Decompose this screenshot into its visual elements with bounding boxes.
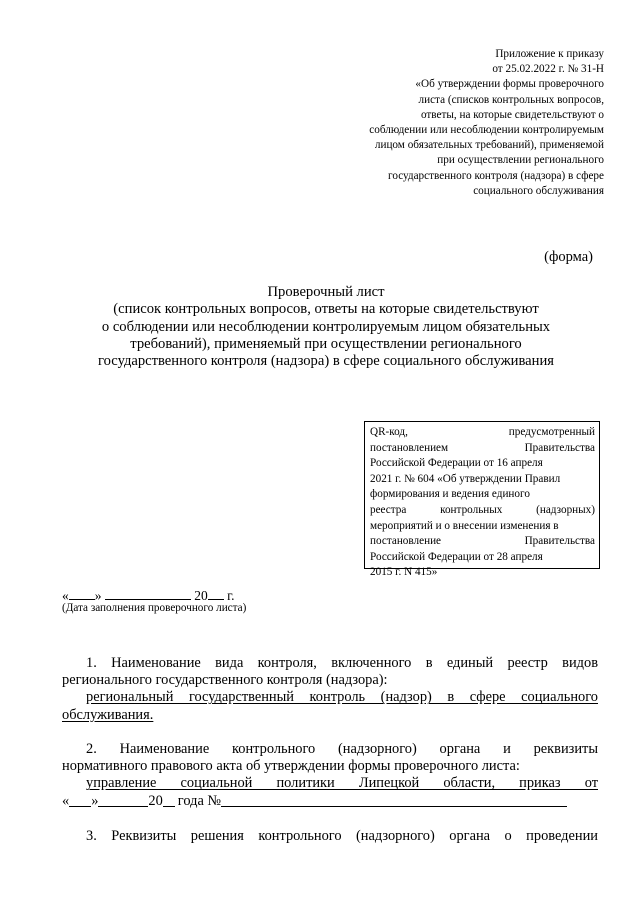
day-blank[interactable] [69, 586, 95, 600]
item-answer-line [62, 689, 598, 706]
qr-code-box [364, 421, 600, 579]
qr-text-line [370, 456, 595, 472]
appendix-line: при осуществлении регионального [437, 154, 604, 167]
quote-close: » [91, 792, 99, 809]
item-answer-line [62, 775, 598, 792]
item-text: 2. Наименование контрольного (надзорного) органа и реквизиты [86, 741, 598, 757]
item-text-line [62, 741, 598, 758]
qr-text-line [370, 519, 595, 535]
quote-open: « [62, 792, 70, 809]
appendix-line: Приложение к приказу [495, 48, 604, 60]
day-blank[interactable] [69, 793, 91, 807]
year-prefix: 20 [194, 588, 208, 603]
item-text: 1. Наименование вида контроля, включенного в единый реестр видов [86, 655, 598, 671]
item-answer: управление социальной политики Липецкой области, приказ от [86, 775, 598, 792]
qr-text-line [370, 565, 595, 581]
qr-word: 2021 г. № 604 «Об утверждении Правил [370, 472, 561, 485]
fill-date-caption: (Дата заполнения проверочного листа) [62, 602, 247, 614]
item-text-line [62, 828, 598, 845]
item-text-line [62, 655, 598, 672]
qr-text-line [370, 534, 595, 550]
item-3 [62, 828, 598, 845]
qr-word: постановлением [370, 441, 449, 454]
title-line: требований), применяемый при осуществлении регионального [130, 335, 522, 352]
qr-word: Российской Федерации от 16 апреля [370, 457, 543, 470]
qr-word: Российской Федерации от 28 апреля [370, 550, 543, 563]
qr-word: (надзорных) [536, 503, 595, 516]
title-line: о соблюдении или несоблюдении контролируемым лицом обязательных [101, 318, 551, 335]
qr-word: предусмотренный [508, 426, 595, 438]
qr-word: QR-код, [370, 426, 408, 438]
appendix-line: листа (списков контрольных вопросов, [418, 93, 604, 106]
qr-text-line [370, 425, 595, 441]
qr-word: контрольных [440, 503, 503, 516]
item-1 [62, 655, 598, 724]
qr-word: постановление [370, 535, 442, 548]
item-text: регионального государственного контроля (надзора): [62, 672, 388, 689]
month-blank[interactable] [105, 586, 191, 600]
item-answer: региональный государственный контроль (надзор) в сфере социального [86, 689, 598, 706]
qr-text-line [370, 550, 595, 566]
qr-word: формирования и ведения единого [370, 488, 530, 501]
year-blank[interactable] [208, 586, 224, 600]
qr-text-line [370, 487, 595, 503]
appendix-line: ответы, на которые свидетельствуют о [420, 108, 604, 121]
qr-word: реестра [370, 503, 407, 516]
appendix-line: социального обслуживания [473, 184, 604, 197]
month-blank[interactable] [98, 793, 148, 807]
appendix-line: от 25.02.2022 г. № 31-Н [492, 63, 604, 76]
qr-word: 2015 г. N 415» [370, 566, 438, 579]
item-answer-line [62, 707, 598, 724]
appendix-line: государственного контроля (надзора) в сфере [388, 169, 604, 182]
number-blank[interactable] [221, 793, 567, 807]
appendix-line: соблюдении или несоблюдении контролируемым [369, 124, 604, 137]
year-prefix: 20 [148, 792, 163, 809]
title-line: государственного контроля (надзора) в сфере социального обслуживания [98, 353, 554, 370]
god-label: года № [177, 792, 222, 809]
item-answer: обслуживания. [62, 706, 154, 723]
year-suffix: г. [227, 588, 235, 603]
quote-open: « [62, 588, 69, 603]
item-2 [62, 741, 598, 810]
qr-text-line [370, 472, 595, 488]
title-line: Проверочный лист [267, 284, 385, 300]
year-blank[interactable] [163, 793, 175, 807]
qr-text-line [370, 441, 595, 457]
item-text: нормативного правового акта об утверждении формы проверочного листа: [62, 758, 520, 775]
title-line: (список контрольных вопросов, ответы на которые свидетельствуют [113, 301, 539, 318]
document-title [62, 284, 590, 370]
item-text-line [62, 758, 598, 775]
quote-close: » [94, 588, 102, 603]
qr-text-line [370, 503, 595, 519]
qr-word: мероприятий и о внесении изменения в [370, 519, 559, 532]
item-text-line [62, 672, 598, 689]
item-text: 3. Реквизиты решения контрольного (надзорного) органа о проведении [86, 828, 598, 844]
item-answer-line[interactable] [62, 793, 598, 810]
qr-word: Правительства [524, 535, 595, 548]
qr-word: Правительства [524, 441, 595, 454]
form-label: (форма) [544, 249, 593, 265]
appendix-line: «Об утверждении формы проверочного [415, 78, 604, 91]
appendix-header [340, 47, 604, 199]
appendix-line: лицом обязательных требований), применяемой [374, 139, 604, 152]
